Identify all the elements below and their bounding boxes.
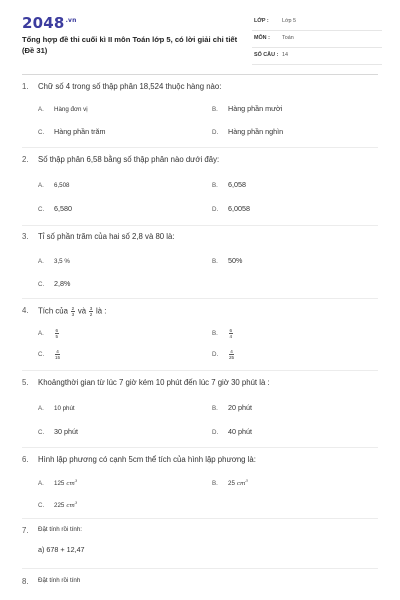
question-text: Tỉ số phần trăm của hai số 2,8 và 80 là: (38, 232, 175, 241)
option-a[interactable]: A. Hàng đơn vị (38, 106, 88, 113)
sub-question-a: a) 678 + 12,47 (38, 545, 85, 554)
question-stem (22, 232, 378, 244)
question-text: Chữ số 4 trong số thập phân 18,524 thuộc hàng nào: (38, 82, 222, 91)
question-5 (22, 378, 378, 436)
question-divider (22, 370, 378, 371)
fraction: $\frac{4}{15}$ (55, 349, 61, 360)
document-title (22, 34, 252, 56)
meta-value: Lớp 5 (282, 18, 297, 24)
option-b[interactable]: B. Hàng phần mười (212, 104, 283, 113)
question-divider (22, 518, 378, 519)
option-b[interactable]: B. $\frac{6}{4}$ (212, 328, 233, 339)
meta-key: MÔN : (254, 35, 270, 41)
question-text: Tích của $\frac{2}{3}$ và $\frac{3}{2}$ là : (38, 306, 107, 317)
question-divider (22, 298, 378, 299)
fraction: $\frac{6}{4}$ (229, 328, 233, 339)
question-number: 2. (22, 155, 29, 164)
question-text: Đặt tính rồi tính (38, 577, 81, 584)
question-8 (22, 577, 378, 589)
question-number: 1. (22, 82, 29, 91)
meta-key: SỐ CÂU : (254, 52, 279, 58)
question-3 (22, 232, 378, 288)
option-c[interactable]: C. 2,8% (38, 279, 71, 288)
question-number: 6. (22, 455, 29, 464)
question-divider (22, 447, 378, 448)
option-a[interactable]: A. 3,5 % (38, 258, 70, 265)
option-d[interactable]: D. Hàng phần nghìn (212, 127, 284, 136)
option-c[interactable]: C. 6,580 (38, 204, 72, 213)
logo-text: 2048 (22, 14, 65, 32)
question-divider (22, 147, 378, 148)
option-c[interactable]: C. $\frac{4}{15}$ (38, 349, 61, 360)
option-d[interactable]: D. 40 phút (212, 427, 252, 436)
question-2 (22, 155, 378, 213)
option-b[interactable]: B. 20 phút (212, 403, 252, 412)
question-divider (22, 568, 378, 569)
fraction: $\frac{6}{5}$ (55, 328, 59, 339)
unit-cm3: $cm^3$ (66, 500, 78, 509)
option-d[interactable]: D. $\frac{4}{25}$ (212, 349, 235, 360)
option-a[interactable]: A. $\frac{6}{5}$ (38, 328, 59, 339)
option-a[interactable]: A. 6,508 (38, 182, 70, 189)
meta-value: Toán (282, 35, 294, 41)
logo-domain: .vn (65, 17, 77, 24)
site-logo[interactable] (22, 14, 77, 32)
question-number: 4. (22, 306, 29, 315)
question-stem (22, 577, 378, 589)
question-number: 8. (22, 577, 29, 586)
fraction: $\frac{2}{3}$ (71, 306, 75, 317)
meta-key: LỚP : (254, 18, 269, 24)
question-1 (22, 82, 378, 136)
document-meta (252, 16, 382, 67)
question-4 (22, 306, 378, 360)
document-title-line1: Tổng hợp đề thi cuối kì II môn Toán lớp 5, có lời giải chi tiết (22, 35, 238, 44)
question-text: Khoảngthời gian từ lúc 7 giờ kém 10 phút đến lúc 7 giờ 30 phút là : (38, 378, 270, 387)
meta-row-subject (252, 33, 382, 48)
question-6 (22, 455, 378, 509)
question-text: Hình lập phương có cạnh 5cm thể tích của hình lập phương là: (38, 455, 256, 464)
option-b[interactable]: B. 25 $cm^3$ (212, 478, 248, 487)
header-divider (22, 74, 378, 75)
question-stem (22, 526, 378, 538)
question-stem (22, 82, 378, 94)
document-title-line2: (Đề 31) (22, 46, 48, 55)
fraction: $\frac{4}{25}$ (229, 349, 235, 360)
option-d[interactable]: D. 6,0058 (212, 204, 250, 213)
question-stem (22, 306, 378, 318)
meta-value: 14 (282, 52, 288, 58)
document-header (0, 0, 400, 78)
fraction: $\frac{3}{2}$ (89, 306, 93, 317)
question-text: Số thập phân 6,58 bằng số thập phân nào dưới đây: (38, 155, 220, 164)
question-number: 5. (22, 378, 29, 387)
meta-row-count (252, 50, 382, 65)
question-stem (22, 155, 378, 167)
option-a[interactable]: A. 10 phút (38, 405, 75, 412)
option-c[interactable]: C. Hàng phần trăm (38, 127, 106, 136)
meta-row-class (252, 16, 382, 31)
question-number: 3. (22, 232, 29, 241)
option-b[interactable]: B. 6,058 (212, 180, 246, 189)
option-c[interactable]: C. 30 phút (38, 427, 78, 436)
unit-cm3: $cm^3$ (66, 478, 78, 487)
question-number: 7. (22, 526, 29, 535)
option-c[interactable]: C. 225 $cm^3$ (38, 500, 78, 509)
option-b[interactable]: B. 50% (212, 256, 243, 265)
unit-cm3: $cm^3$ (236, 478, 248, 487)
question-text: Đặt tính rồi tính: (38, 526, 83, 533)
question-divider (22, 225, 378, 226)
question-stem (22, 378, 378, 390)
option-a[interactable]: A. 125 $cm^3$ (38, 478, 78, 487)
question-stem (22, 455, 378, 467)
question-7 (22, 526, 378, 554)
